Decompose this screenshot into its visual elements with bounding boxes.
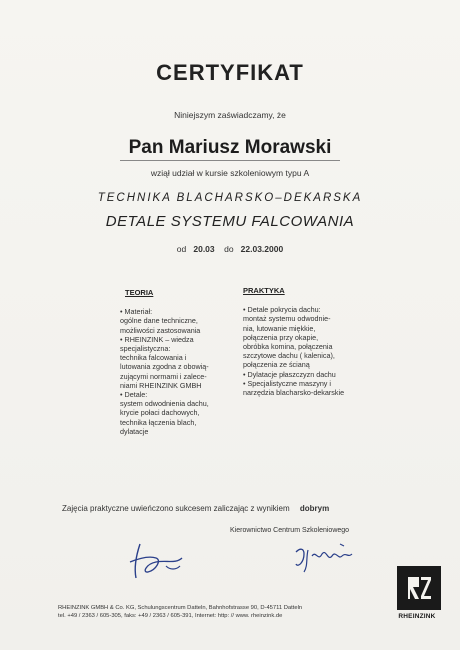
rz-logo-icon xyxy=(397,566,441,610)
recipient-name: Pan Mariusz Morawski xyxy=(128,137,332,158)
practice-list xyxy=(243,305,383,397)
intro-text: Niniejszym zaświadczamy, że xyxy=(174,110,286,120)
theory-list xyxy=(120,307,230,436)
certificate-title: CERTYFIKAT xyxy=(156,60,304,85)
footer-contact: tel. +49 / 2363 / 605-305, faks: +49 / 2363 / 605-391, Internet: http: // www. rheinzink.de xyxy=(58,613,283,619)
list-item: obróbka komina, połączenia xyxy=(243,342,333,352)
signatory-label: Kierownictwo Centrum Szkoleniowego xyxy=(230,527,350,534)
list-item: • Detale pokrycia dachu: xyxy=(243,305,321,315)
list-item: narzędzia blacharsko-dekarskie xyxy=(243,388,345,398)
list-item: dylatacje xyxy=(120,426,149,436)
date-from: 20.03 xyxy=(193,244,215,254)
course-title: DETALE SYSTEMU FALCOWANIA xyxy=(105,213,355,230)
date-to: 22.03.2000 xyxy=(240,244,284,254)
list-item: technika falcowania i xyxy=(120,353,187,363)
list-item: zującymi normami i zalece- xyxy=(120,371,207,381)
list-item: technika łączenia blach, xyxy=(120,417,197,427)
left-signature xyxy=(126,536,196,582)
list-item: ogólne dane techniczne, xyxy=(120,316,198,326)
list-item: • RHEINZINK – wiedza xyxy=(120,334,194,344)
theory-heading: TEORIA xyxy=(125,288,154,297)
theory-section xyxy=(120,288,230,436)
list-item: • Detale: xyxy=(120,390,148,400)
list-item: nia, lutowanie miękkie, xyxy=(243,323,316,333)
list-item: krycie połaci dachowych, xyxy=(120,408,200,418)
list-item: specjalistyczna: xyxy=(120,344,171,354)
date-from-label: od xyxy=(176,244,187,254)
course-dates xyxy=(0,244,460,254)
result-grade: dobrym xyxy=(299,504,330,513)
specialty-title: TECHNIKA BLACHARSKO–DEKARSKA xyxy=(97,192,363,204)
practice-section xyxy=(243,286,383,397)
list-item: • Specjalistyczne maszyny i xyxy=(243,378,331,388)
list-item: szczytowe dachu ( kalenica), xyxy=(243,351,335,361)
result-text: Zajęcia praktyczne uwieńczono sukcesem zaliczając z wynikiem xyxy=(62,504,290,513)
right-signature xyxy=(286,536,366,576)
list-item: możliwości zastosowania xyxy=(120,325,201,335)
result-statement xyxy=(62,504,452,513)
name-underline xyxy=(120,160,340,161)
rz-mark xyxy=(402,571,436,605)
list-item: lutowania zgodna z obowią- xyxy=(120,362,209,372)
list-item: • Materiał: xyxy=(120,307,153,317)
rheinzink-logo xyxy=(393,566,441,622)
logo-text: RHEINZINK xyxy=(398,613,436,620)
list-item: system odwodnienia dachu, xyxy=(120,399,209,409)
list-item: niami RHEINZINK GMBH xyxy=(120,380,202,390)
list-item: połączenia ze ścianą xyxy=(243,360,310,370)
list-item: montaż systemu odwodnie- xyxy=(243,314,331,324)
practice-heading: PRAKTYKA xyxy=(243,286,285,295)
list-item: • Dylatacje płaszczyzn dachu xyxy=(243,369,336,379)
footer-address: RHEINZINK GMBH & Co. KG, Schulungscentrum Datteln, Bahnhofstrasse 90, D-45711 Datteln xyxy=(58,605,303,611)
date-to-label: do xyxy=(224,244,234,254)
course-type-text: wziął udział w kursie szkoleniowym typu A xyxy=(150,168,310,178)
list-item: połączenia przy okapie, xyxy=(243,332,319,342)
